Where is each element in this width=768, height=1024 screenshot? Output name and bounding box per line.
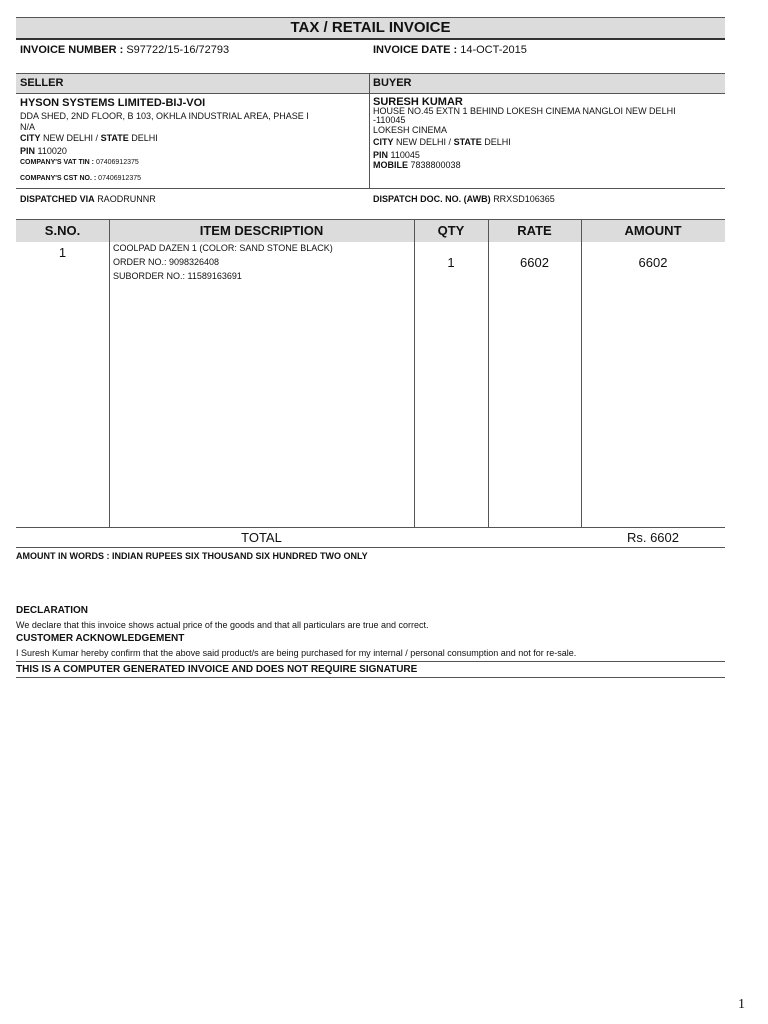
total-value: Rs. 6602	[626, 530, 680, 545]
buyer-city-state: CITY NEW DELHI / STATE DELHI	[373, 137, 511, 147]
dispatched-via: RAODRUNNR	[97, 194, 156, 204]
seller-pin-row	[20, 146, 67, 156]
seller-state-label: STATE	[100, 133, 129, 143]
dispatch-doc-label: DISPATCH DOC. NO. (AWB)	[373, 194, 491, 204]
row-description-line1: COOLPAD DAZEN 1 (COLOR: SAND STONE BLACK)	[113, 243, 333, 253]
invoice-number: S97722/15-16/72793	[126, 44, 230, 56]
invoice-date: 14-OCT-2015	[460, 44, 527, 56]
invoice-date-row	[373, 44, 527, 56]
seller-city: NEW DELHI	[43, 133, 94, 143]
col-header-amount: AMOUNT	[624, 223, 682, 238]
seller-city-label: CITY	[20, 133, 41, 143]
row-suborder-no: SUBORDER NO.: 11589163691	[113, 271, 242, 281]
invoice-date-label: INVOICE DATE :	[373, 44, 458, 56]
buyer-state: DELHI	[484, 137, 511, 147]
buyer-name: SURESH KUMAR	[373, 96, 463, 108]
buyer-mobile-label: MOBILE	[373, 160, 408, 170]
seller-cst-row	[20, 175, 141, 182]
seller-vat-label: COMPANY'S VAT TIN :	[20, 159, 94, 166]
seller-vat: 07406912375	[95, 159, 139, 166]
total-label: TOTAL	[241, 530, 282, 545]
buyer-state-label: STATE	[453, 137, 482, 147]
seller-header: SELLER	[20, 77, 64, 89]
buyer-city: NEW DELHI	[396, 137, 447, 147]
row-sno: 1	[58, 245, 67, 260]
seller-cst-label: COMPANY'S CST NO. :	[20, 175, 97, 182]
seller-city-state: CITY NEW DELHI / STATE DELHI	[20, 133, 158, 143]
page-number: 1	[738, 997, 745, 1012]
invoice-number-label: INVOICE NUMBER :	[20, 44, 124, 56]
dispatched-via-label: DISPATCHED VIA	[20, 194, 95, 204]
declaration-text: We declare that this invoice shows actual price of the goods and that all particulars are true and correct.	[16, 620, 429, 630]
amount-in-words: AMOUNT IN WORDS : INDIAN RUPEES SIX THOUSAND SIX HUNDRED TWO ONLY	[16, 551, 368, 561]
row-order-no: ORDER NO.: 9098326408	[113, 257, 220, 267]
seller-address-line1: DDA SHED, 2ND FLOOR, B 103, OKHLA INDUSTRIAL AREA, PHASE I	[20, 111, 309, 121]
buyer-pin: 110045	[390, 150, 420, 160]
seller-name: HYSON SYSTEMS LIMITED-BIJ-VOI	[20, 97, 206, 109]
dispatched-via-row	[20, 194, 156, 204]
seller-address-line2: N/A	[20, 122, 36, 132]
seller-vat-row	[20, 159, 139, 166]
col-header-description: ITEM DESCRIPTION	[199, 223, 324, 238]
declaration-heading: DECLARATION	[16, 605, 89, 616]
col-header-sno: S.NO.	[44, 223, 81, 238]
buyer-pin-row	[373, 150, 420, 160]
buyer-address-line2: -110045	[373, 115, 406, 125]
buyer-mobile: 7838800038	[410, 160, 461, 170]
dispatch-doc: RRXSD106365	[493, 194, 555, 204]
seller-cst: 07406912375	[98, 175, 141, 182]
invoice-title: TAX / RETAIL INVOICE	[290, 19, 451, 36]
invoice-number-row	[20, 44, 229, 56]
dispatch-doc-row	[373, 194, 555, 204]
seller-pin-label: PIN	[20, 146, 36, 156]
buyer-address-line1: HOUSE NO.45 EXTN 1 BEHIND LOKESH CINEMA NANGLOI NEW DELHI	[373, 106, 676, 116]
buyer-address-line3: LOKESH CINEMA	[373, 125, 448, 135]
buyer-mobile-row	[373, 160, 461, 170]
acknowledgement-heading: CUSTOMER ACKNOWLEDGEMENT	[16, 633, 185, 644]
party-header-bar	[16, 73, 725, 93]
col-header-qty: QTY	[437, 223, 465, 238]
row-rate: 6602	[520, 255, 549, 270]
buyer-city-label: CITY	[373, 137, 394, 147]
buyer-header: BUYER	[373, 77, 412, 89]
col-header-rate: RATE	[517, 223, 552, 238]
seller-state: DELHI	[131, 133, 158, 143]
row-amount: 6602	[638, 255, 668, 270]
computer-generated-note: THIS IS A COMPUTER GENERATED INVOICE AND DOES NOT REQUIRE SIGNATURE	[16, 664, 418, 675]
seller-pin: 110020	[37, 146, 67, 156]
buyer-pin-label: PIN	[373, 150, 389, 160]
acknowledgement-text: I Suresh Kumar hereby confirm that the above said product/s are being purchased for my internal / personal consumption and not for re-sale.	[16, 648, 577, 658]
row-qty: 1	[447, 255, 455, 270]
